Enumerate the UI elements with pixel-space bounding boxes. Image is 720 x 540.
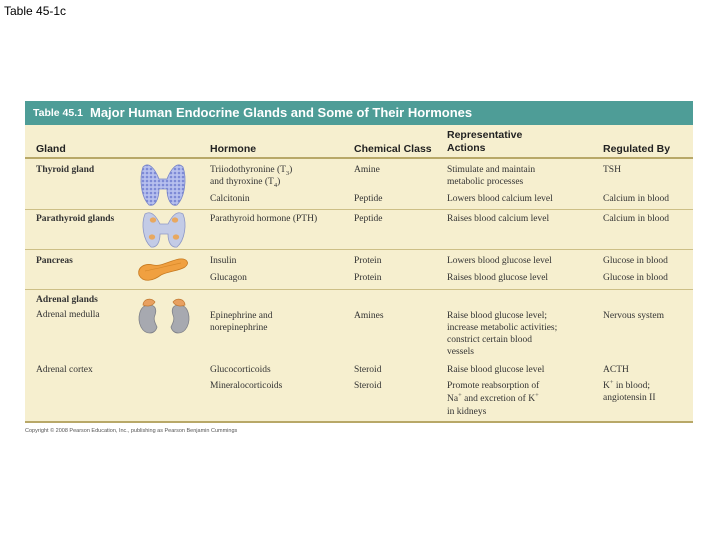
header-divider	[25, 157, 693, 159]
header-actions-line1: Representative	[447, 129, 523, 141]
hormone-calcitonin: Calcitonin	[210, 194, 250, 204]
class-mineralocorticoids: Steroid	[354, 381, 382, 391]
row-divider	[25, 289, 693, 290]
hormone-mineralocorticoids: Mineralocorticoids	[210, 381, 283, 391]
reg-glucocorticoids: ACTH	[603, 365, 629, 375]
gland-adrenal: Adrenal glands	[36, 295, 98, 305]
class-pth: Peptide	[354, 214, 383, 224]
gland-parathyroid: Parathyroid glands	[36, 214, 115, 224]
header-actions-line2: Actions	[447, 142, 486, 154]
endocrine-table	[25, 101, 693, 423]
table-title: Major Human Endocrine Glands and Some of Their Hormones	[90, 105, 473, 120]
action-medulla-line2: increase metabolic activities;	[447, 323, 558, 333]
hormone-glucagon: Glucagon	[210, 273, 247, 283]
hormone-insulin: Insulin	[210, 256, 237, 266]
row-divider	[25, 209, 693, 210]
action-medulla-line3: constrict certain blood	[447, 335, 532, 345]
adrenal-kidney-illustration	[133, 293, 195, 339]
gland-adrenal-medulla: Adrenal medulla	[36, 310, 100, 320]
reg-medulla: Nervous system	[603, 311, 664, 321]
hormone-t4-line: and thyroxine $(T_4)$	[210, 177, 281, 189]
table-bottom-rule	[25, 421, 693, 423]
parathyroid-illustration	[139, 210, 189, 250]
header-chemical-class: Chemical Class	[354, 143, 432, 155]
hormone-t3-line: Triiodothyronine $(T_3)$	[210, 165, 293, 177]
row-divider	[25, 249, 693, 250]
class-glucocorticoids: Steroid	[354, 365, 382, 375]
class-insulin: Protein	[354, 256, 382, 266]
gland-thyroid: Thyroid gland	[36, 165, 95, 175]
pancreas-illustration	[135, 253, 191, 285]
table-title-bar	[25, 101, 693, 125]
class-glucagon: Protein	[354, 273, 382, 283]
action-glucocorticoids: Raise blood glucose level	[447, 365, 545, 375]
reg-pth: Calcium in blood	[603, 214, 669, 224]
header-regulated-by: Regulated By	[603, 143, 671, 155]
action-insulin: Lowers blood glucose level	[447, 256, 552, 266]
action-medulla-line1: Raise blood glucose level;	[447, 311, 547, 321]
reg-mineralo-line2: angiotensin II	[603, 393, 656, 403]
header-hormone: Hormone	[210, 143, 257, 155]
action-glucagon: Raises blood glucose level	[447, 273, 549, 283]
reg-thyroid-hormones: TSH	[603, 165, 621, 175]
action-pth: Raises blood calcium level	[447, 214, 550, 224]
action-medulla-line4: vessels	[447, 347, 474, 357]
header-gland: Gland	[36, 143, 66, 155]
reg-mineralo-line1: K+ in blood;	[603, 378, 650, 391]
action-mineralo-line2: Na+ and excretion of K+	[447, 391, 539, 404]
action-mineralo-line3: in kidneys	[447, 407, 487, 417]
table-number: Table 45.1	[33, 107, 83, 119]
class-thyroid-hormones: Amine	[354, 165, 380, 175]
class-calcitonin: Peptide	[354, 194, 383, 204]
hormone-glucocorticoids: Glucocorticoids	[210, 365, 271, 375]
slide-title: Table 45-1c	[4, 4, 67, 18]
gland-adrenal-cortex: Adrenal cortex	[36, 365, 93, 375]
reg-calcitonin: Calcium in blood	[603, 194, 669, 204]
action-mineralo-line1: Promote reabsorption of	[447, 381, 540, 391]
reg-glucagon: Glucose in blood	[603, 273, 668, 283]
hormone-epinephrine-line1: Epinephrine and	[210, 311, 273, 321]
action-thyroid-line1: Stimulate and maintain	[447, 165, 536, 175]
copyright-notice: Copyright © 2008 Pearson Education, Inc., publishing as Pearson Benjamin Cummings	[25, 428, 238, 434]
action-calcitonin: Lowers blood calcium level	[447, 194, 553, 204]
reg-insulin: Glucose in blood	[603, 256, 668, 266]
thyroid-illustration	[137, 159, 189, 209]
action-thyroid-line2: metabolic processes	[447, 177, 524, 187]
hormone-epinephrine-line2: norepinephrine	[210, 323, 268, 333]
gland-pancreas: Pancreas	[36, 256, 73, 266]
class-epinephrine: Amines	[354, 311, 384, 321]
hormone-pth: Parathyroid hormone (PTH)	[210, 214, 318, 224]
